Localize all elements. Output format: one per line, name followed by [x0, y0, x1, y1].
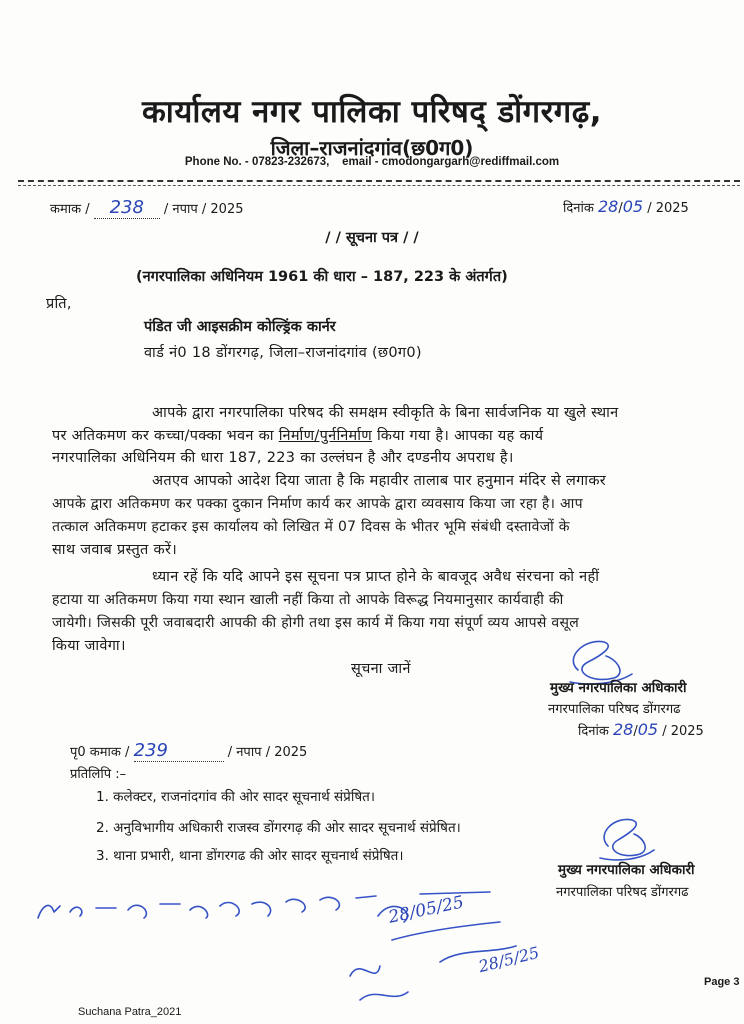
phone-number: Phone No. - 07823-232673, — [184, 156, 330, 168]
contact-line — [0, 156, 744, 168]
handwritten-date-day: 28 — [597, 197, 619, 216]
paragraph-3-line-2: हटाया या अतिकमण किया गया स्थान खाली नहीं किया तो आपके विरूद्ध नियमानुसार कार्यवाही की — [52, 592, 564, 608]
copy-item-3: 3. थाना प्रभारी, थाना डोंगरगढ की ओर सादर सूचनार्थ संप्रेषित। — [96, 848, 404, 864]
suchna-jaane: सूचना जानें — [351, 661, 411, 677]
prati-label: प्रति, — [46, 296, 72, 312]
reference-number: कमाक / 238 / नपाप / 2025 — [50, 197, 244, 218]
signature-1-designation: मुख्य नगरपालिका अधिकारी — [550, 680, 687, 696]
paragraph-1-line-3: नगरपालिका अधिनियम की धारा 187, 223 का उल्लंघन है और दण्डनीय अपराध है। — [52, 450, 514, 466]
signature-2-designation: मुख्य नगरपालिका अधिकारी — [558, 862, 695, 878]
recipient-address: वार्ड नं0 18 डोंगरगढ़, जिला–राजनांदगांव (छ0ग0) — [144, 345, 422, 361]
handwritten-date-note-2: 28/5/25 — [476, 942, 542, 977]
paragraph-1-line-2: पर अतिकमण कर कच्चा/पक्का भवन का निर्माण/पुर्ननिर्माण किया गया है। आपका यह कार्य — [52, 428, 544, 444]
paragraph-2-line-1: अतएव आपको आदेश दिया जाता है कि महावीर तालाब पार हनुमान मंदिर से लगाकर — [152, 473, 606, 489]
recipient-name: पंडित जी आइसक्रीम कोल्ड्रिंक कार्नर — [144, 319, 336, 335]
copy-item-1: 1. कलेक्टर, राजनांदगांव की ओर सादर सूचनार्थ संप्रेषित। — [96, 789, 375, 805]
district-line: जिला–राजनांदगांव(छ0ग0) — [270, 136, 474, 160]
office-title: कार्यालय नगर पालिका परिषद् डोंगरगढ़, — [142, 94, 602, 130]
footer-file-name: Suchana Patra_2021 — [78, 1006, 182, 1018]
paragraph-3-line-3: जायेगी। जिसकी पूरी जवाबदारी आपकी की होगी तथा इस कार्य में किया गया संपूर्ण व्यय आपसे वसूल — [52, 615, 580, 631]
signature-1-office: नगरपालिका परिषद डोंगरगढ — [548, 702, 681, 717]
reference-date: दिनांक 28/05 / 2025 — [563, 197, 689, 216]
paragraph-2-line-4: साथ जवाब प्रस्तुत करें। — [52, 542, 177, 558]
pratilipi-label: प्रतिलिपि :– — [70, 767, 127, 782]
header-divider — [18, 180, 740, 182]
footer-page-number: Page 3 — [704, 976, 740, 988]
paragraph-3-line-4: किया जावेगा। — [52, 638, 126, 654]
document-title: / / सूचना पत्र / / — [325, 230, 419, 246]
paragraph-2-line-3: तत्काल अतिकमण हटाकर इस कार्यालय को लिखित में 07 दिवस के भीतर भूमि संबंधी दस्तावेजों के — [52, 519, 570, 535]
handwritten-date-note-1: 28/05/25 — [386, 892, 466, 928]
paragraph-3-line-1: ध्यान रहें कि यदि आपने इस सूचना पत्र प्राप्त होने के बावजूद अवैध संरचना को नहीं — [152, 569, 600, 585]
handwritten-copy-number: 239 — [133, 740, 168, 761]
nirman-underlined: निर्माण/पुर्ननिर्माण — [278, 428, 373, 444]
header-divider-2 — [18, 185, 740, 186]
signature-2-office: नगरपालिका परिषद डोंगरगढ — [556, 885, 689, 900]
signature-1-date: दिनांक 28/05 / 2025 — [578, 720, 704, 739]
copy-reference-number: पृ0 कमाक / 239 / नपाप / 2025 — [70, 740, 308, 761]
email-address: email - cmodongargarh@rediffmail.com — [342, 156, 560, 168]
paragraph-1-line-1: आपके द्वारा नगरपालिका परिषद की समक्षम स्वीकृति के बिना सार्वजनिक या खुले स्थान — [152, 405, 619, 421]
handwritten-receipt-notes — [20, 876, 560, 1016]
act-reference: (नगरपालिका अधिनियम 1961 की धारा – 187, 223 के अंतर्गत) — [136, 269, 508, 285]
handwritten-date-month: 05 — [622, 197, 644, 216]
copy-item-2: 2. अनुविभागीय अधिकारी राजस्व डोंगरगढ़ की ओर सादर सूचनार्थ संप्रेषित। — [96, 820, 461, 836]
handwritten-ref-number: 238 — [109, 197, 144, 218]
paragraph-2-line-2: आपके द्वारा अतिकमण कर पक्का दुकान निर्माण कार्य कर आपके द्वारा व्यवसाय किया जा रहा है। आप — [52, 496, 583, 512]
